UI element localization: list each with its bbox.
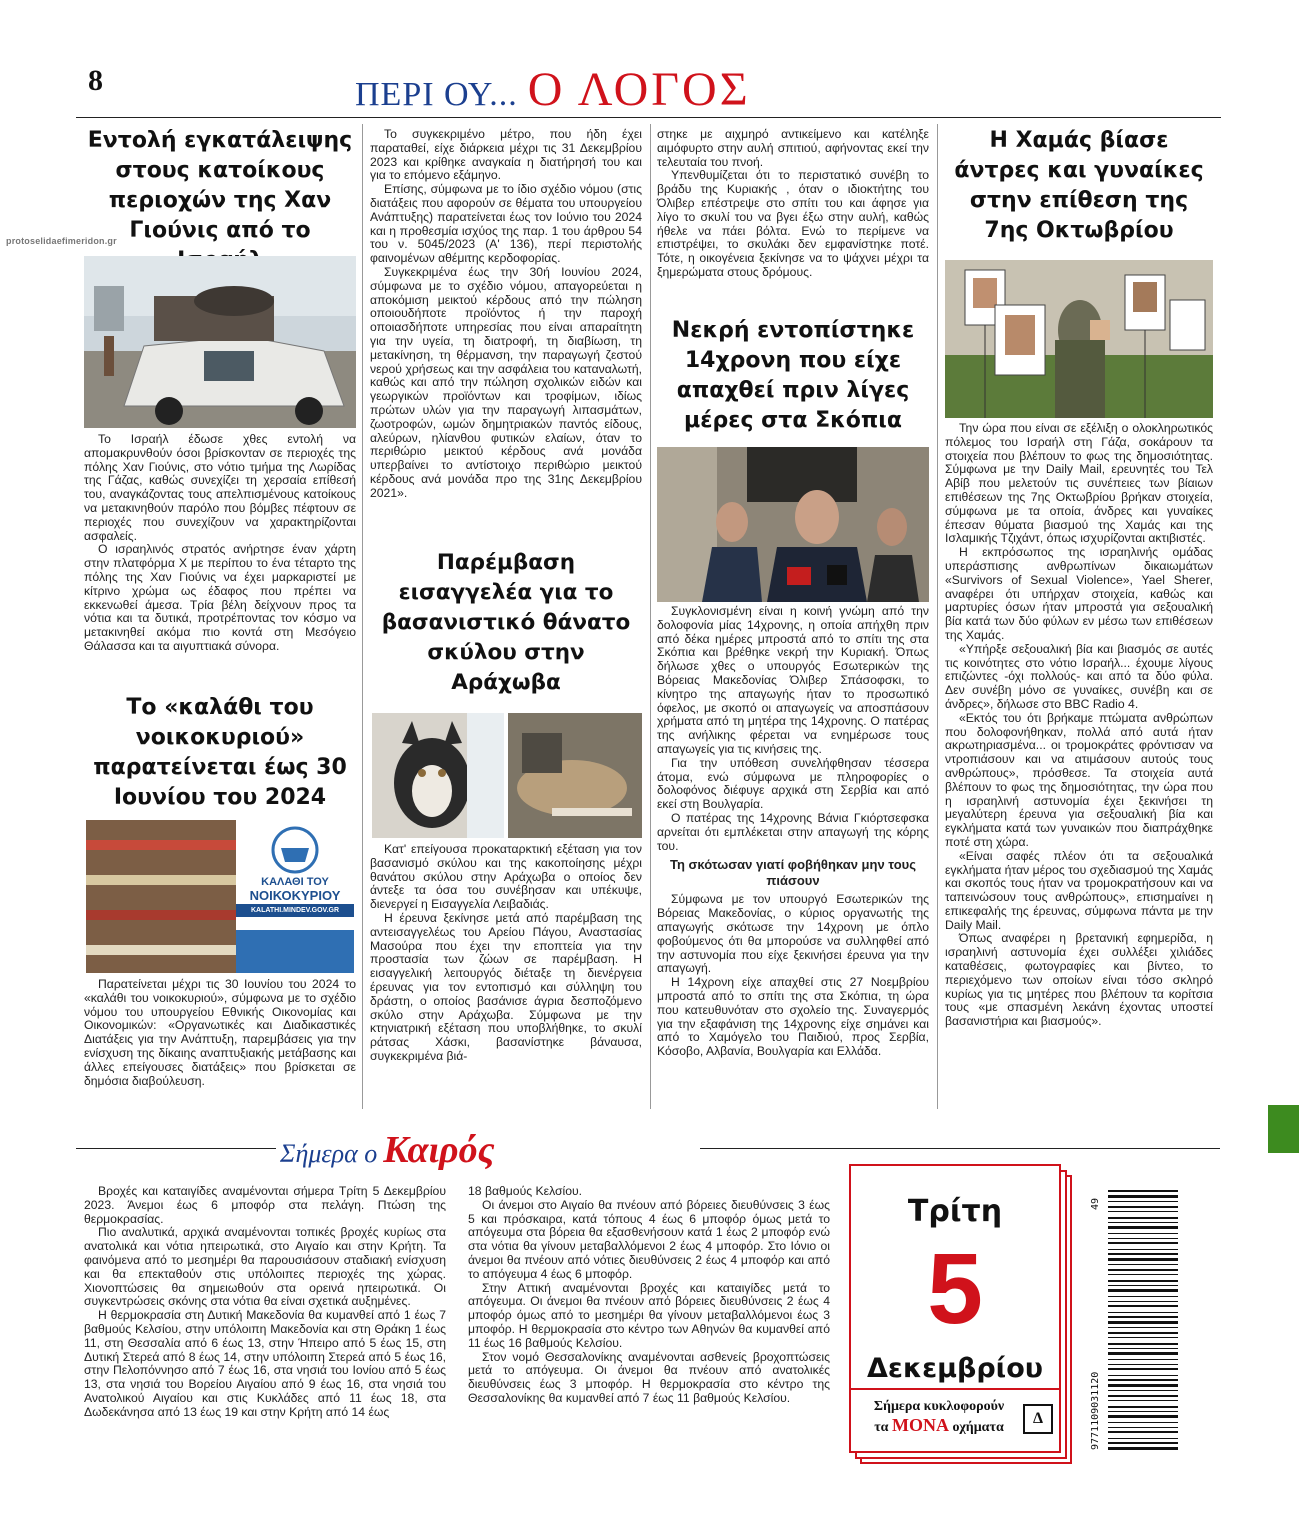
paragraph: Παρατείνεται μέχρι τις 30 Ιουνίου του 2024 το «καλάθι του νοικοκυριού», σύμφωνα με το σχέδιο νόμου του υπουργείου Εθνικής Οικονομίας και Οικονομικών: «Οργανωτικές και Διαδικαστικές Διατάξεις για την Ανάπτυξη, παρεμβάσεις για την ενίσχυση της δίκαιης αναπτυξιακής μετάβασης και άλλες επείγουσες διατάξεις» που βρίσκεται σε δημόσια διαβούλευση. — [84, 977, 356, 1088]
paragraph: Πιο αναλυτικά, αρχικά αναμένονται τοπικές βροχές κυρίως στα ανατολικά και νότια ηπειρωτικά, στο Αιγαίο και στην Κρήτη. Τα φαινόμενα από το μεσημέρι θα παρουσιάσουν σταδιακή ενίσχυση και θα επεκταθούν στις υπόλοιπες περιοχές της χώρας. Χιονοπτώσεις θα σημειωθούν στα ορεινά ηπειρωτικά. Οι συγκεντρώσεις σκόνης στα νότια θα είναι σχετικά αυξημένες. — [84, 1225, 446, 1309]
article-headline: Η Χαμάς βίασε άντρες και γυναίκες στην επίθεση της 7ης Οκτωβρίου — [954, 128, 1204, 243]
basket-body — [84, 978, 356, 1088]
paragraph: Κατ' επείγουσα προκαταρκτική εξέταση για τον βασανισμό σκύλου και της κακοποίησης μέχρι θανάτου σκύλου στην Αράχωβα ο οποίος δεν άντεξε τα όσα του συνέβησαν και υπέκυψε, διενεργεί η Εισαγγελία Λειβαδιάς. — [370, 842, 642, 912]
weather-body-col1 — [84, 1185, 446, 1420]
article-basket — [84, 693, 356, 813]
paragraph: Για την υπόθεση συνελήφθησαν τέσσερα άτομα, ενώ σύμφωνα με πληροφορίες ο δολοφόνος διέφυγε αρχικά στη Σερβία και από εκεί στη Βουλγαρία. — [657, 755, 929, 812]
barcode-bar — [1108, 1296, 1178, 1297]
article-hamas — [948, 126, 1210, 246]
barcode-bar — [1108, 1384, 1178, 1387]
paragraph: Οι άνεμοι στο Αιγαίο θα πνέουν από βόρειες διευθύνσεις 3 έως 5 και πρόσκαιρα, κατά τόπους 4 έως 6 μποφόρ όμως μετά το απόγευμα στα βόρεια θα εξασθενήσουν κατά 1 έως 2 μποφόρ ενώ στα νότια θα γίνουν μεταβαλλόμενοι 2 έως 4 μποφόρ. Στο Ιόνιο οι άνεμοι θα πνέουν από νότιες διευθύνσεις 2 έως 4 μποφόρ και από το απόγευμα 4 έως 6 μποφόρ. — [468, 1197, 830, 1281]
paragraph: «Είναι σαφές πλέον ότι τα σεξουαλικά εγκλήματα ήταν μέρος του σχεδιασμού της Χαμάς και σκοπός τους ήταν να τρομοκρατήσουν και να ταπεινώσουν τους ανθρώπους», επισημαίνει η επικεφαλής της έρευνας, σύμφωνα πάντα με την Daily Mail. — [945, 848, 1213, 932]
barcode-bar — [1108, 1379, 1178, 1381]
weather-heading-part2: Καιρός — [383, 1129, 495, 1171]
barcode-bar — [1108, 1332, 1178, 1334]
barcode-bar — [1108, 1280, 1178, 1282]
basket-sign-line2: ΝΟΙΚΟΚΥΡΙΟΥ — [249, 888, 341, 903]
basket-sign — [236, 876, 354, 917]
calendar-promo — [855, 1398, 1023, 1437]
barcode — [1090, 1190, 1180, 1450]
barcode-bar — [1108, 1406, 1178, 1408]
promo-post: οχήματα — [952, 1420, 1004, 1435]
dog-body-continued — [657, 128, 929, 280]
promo-line1: Σήμερα κυκλοφορούν — [873, 1399, 1005, 1414]
article-skopje — [657, 316, 929, 436]
barcode-bar — [1108, 1217, 1178, 1219]
paragraph: Ο ισραηλινός στρατός ανήρτησε έναν χάρτη στην πλατφόρμα Χ με περίπου το ένα τέταρτο της πόλης της Χαν Γιούνις να έχει μαρκαριστεί με κίτρινο χρώμα ως έδαφος που πρέπει να εκκενωθεί άμεσα. Τρία βέλη δείχνουν προς τα νότια και τα δυτικά, προτρέποντας τον κόσμο να μετακινηθεί ακόμα πιο κοντά στη Μεσόγειο Θάλασσα και τα αιγυπτιακά σύνορα. — [84, 542, 356, 653]
promo-red: ΜΟΝΑ — [892, 1415, 949, 1435]
column-divider — [937, 124, 938, 1109]
barcode-bar — [1108, 1190, 1178, 1192]
paragraph: Το Ισραήλ έδωσε χθες εντολή να απομακρυνθούν όσοι βρίσκονταν σε περιοχές της πόλης Χαν Γιούνις, στο νότιο τμήμα της Λωρίδας της Γάζας, καθώς συνεχίζει τη χερσαία επίθεσή του, αναγκάζοντας τους απελπισμένους κατοίκους να μετακινηθούν παρόλο που βόμβες πέφτουν σε περιοχές που συνεχίζουν να χαρακτηρίζονται ασφαλείς. — [84, 432, 356, 543]
paragraph: Σύμφωνα με τον υπουργό Εσωτερικών της Βόρειας Μακεδονίας, ο κύριος οργανωτής της απαγωγής σκότωσε την 14χρονη με όπλο φοβούμενος ότι θα μπορούσε να συλληφθεί από την αστυνομία που είχε ξεκινήσει έρευνα για την απαγωγή. — [657, 892, 929, 976]
calendar — [849, 1164, 1061, 1453]
calendar-date: 5 — [927, 1233, 983, 1345]
paragraph: στηκε με αιχμηρό αντικείμενο και κατέληξε αιμόφυρτο στην αυλή σπιτιού, αφήνοντας εκεί την τελευταία του πνοή. — [657, 127, 929, 169]
article-gaza-evacuation — [84, 126, 356, 276]
dog-body — [370, 843, 642, 1064]
barcode-bar — [1108, 1238, 1178, 1239]
article-headline: Νεκρή εντοπίστηκε 14χρονη που είχε απαχθεί πριν λίγες μέρες στα Σκόπια — [671, 318, 915, 433]
paragraph: Ο πατέρας της 14χρονης Βάνια Γκιόρτσεφσκα αρνείται ότι εμπλέκεται στην απαγωγή της κόρης του. — [657, 810, 929, 853]
promo-pre: τα — [874, 1420, 889, 1435]
barcode-bar — [1108, 1289, 1178, 1292]
masthead — [355, 62, 955, 116]
dog-photos — [372, 713, 642, 838]
barcode-bar — [1108, 1242, 1178, 1244]
basket-sign-line1: ΚΑΛΑΘΙ ΤΟΥ — [261, 876, 329, 888]
barcode-bar — [1108, 1368, 1178, 1370]
barcode-bars — [1090, 1190, 1180, 1450]
weather-rule-right — [700, 1148, 1220, 1149]
basket-sign-url: KALATHI.MINDEV.GOV.GR — [236, 904, 354, 917]
barcode-bar — [1108, 1274, 1178, 1275]
barcode-bar — [1108, 1343, 1178, 1345]
barcode-digits: 9771109031120 — [1090, 1371, 1101, 1450]
barcode-bar — [1108, 1316, 1178, 1318]
barcode-bar — [1108, 1348, 1178, 1349]
paragraph: Στην Αττική αναμένονται βροχές και καταιγίδες μετά το απόγευμα. Οι άνεμοι θα πνέουν από βόρειες διευθύνσεις 2 έως 4 μποφόρ όμως από το μεσημέρι θα γίνουν μεταβαλλόμενοι έως 3 μποφόρ. Η θερμοκρασία στο κέντρο των Αθηνών θα κυμανθεί από 11 έως 16 βαθμούς Κελσίου. — [468, 1280, 830, 1350]
barcode-bar — [1108, 1226, 1178, 1229]
paragraph: Το συγκεκριμένο μέτρο, που ήδη έχει παραταθεί, είχε διάρκεια μέχρι τις 31 Δεκεμβρίου 2023 και κρίθηκε αναγκαία η διατήρησή του και για το επόμενο εξάμηνο. — [370, 127, 642, 183]
paragraph: Η 14χρονη είχε απαχθεί στις 27 Νοεμβρίου μπροστά από το σπίτι της στα Σκόπια, τη ώρα που κατευθυνόταν στο σχολείο της. Συναγερμός για την εξαφάνιση της 14χρονης είχε σημάνει και από το Χαμόγελο του Παιδιού, προς Σερβία, Κόσοβο, Αλβανία, Βουλγαρία και Ελλάδα. — [657, 975, 929, 1059]
paragraph: Υπενθυμίζεται ότι το περιστατικό συνέβη το βράδυ της Κυριακής , όταν ο ιδιοκτήτης του Όλιβερ επέστρεψε στο σπίτι του και άφησε για λίγο το σκυλί του να βγει έξω στην αυλή, καθώς ήθελε να πάει βόλτα. Ενώ το περίμενε να επιστρέψει, το σκυλάκι δεν εμφανίστηκε ποτέ. Τότε, η οικογένεια ξεκίνησε να το ψάχνει μέχρι τα ξημερώματα στους δρόμους. — [657, 168, 929, 279]
barcode-bar — [1108, 1301, 1178, 1302]
barcode-bar — [1108, 1305, 1178, 1307]
masthead-part2: Ο ΛΟΓΟΣ — [527, 63, 751, 116]
basket-body-continued — [370, 128, 642, 501]
barcode-bar — [1108, 1447, 1178, 1450]
barcode-bar — [1108, 1258, 1178, 1261]
paragraph: Όπως αναφέρει η βρετανική εφημερίδα, η ισραηλινή αστυνομία έχει συλλέξει χιλιάδες καταθέσεις, φωτογραφίες και βίντεο, το περιεχόμενο των οποίων είναι τόσο σκληρό κυρίως για τις μητέρες που βλέπουν τα κορίτσια τους «με σπασμένη λεκάνη έχοντας υποστεί βασανιστήρια και βιασμούς». — [945, 931, 1213, 1029]
barcode-bar — [1108, 1411, 1178, 1412]
paragraph: Η θερμοκρασία στη Δυτική Μακεδονία θα κυμανθεί από 1 έως 7 βαθμούς Κελσίου, στην υπόλοιπη Μακεδονία και στη Θράκη 1 έως 11, στη Θεσσαλία από 6 έως 13, στην Ήπειρο από 5 έως 15, στη Δυτική Στερεά από 8 έως 14, στην υπόλοιπη Στερεά από 5 έως 16, στην Πελοπόννησο από 7 έως 16, στα νησιά του Ιονίου από 5 έως 13, στα νησιά του Βορείου Αιγαίου από 9 έως 16, στα νησιά του Ανατολικού Αιγαίου και στις Κυκλάδες από 11 έως 18, στα Δωδεκάνησα από 13 έως 19 και στην Κρήτη από 14 έως — [84, 1308, 446, 1419]
paragraph: Την ώρα που είναι σε εξέλιξη ο ολοκληρωτικός πόλεμος του Ισραήλ στη Γάζα, σοκάρουν τα στοιχεία που βλέπουν το φως της δημοσιότητας. Σύμφωνα με την Daily Mail, ερευνητές του Τελ Αβίβ που μελετούν τις συνέπειες των βίαιων επιθέσεων της 7ης Οκτωβρίου βρήκαν στοιχεία, σύμφωνα με τα οποία, άνδρες και γυναίκες έπεσαν θύματα βιασμού της Χαμάς και της Ισλαμικής Τζιχάντ, όπως ισχυρίζονται ακτιβιστές. — [945, 421, 1213, 546]
paragraph: Συγκεκριμένα έως την 30ή Ιουνίου 2024, σύμφωνα με το σχέδιο νόμου, απαγορεύεται η αποκόμιση μεικτού κέρδους από την πώληση οποιουδήποτε προϊόντος ή την παροχή οποιασδήποτε υπηρεσίας που είναι απαραίτητη για την υγεία, τη διατροφή, τη διαβίωση, τη μετακίνηση, τη θέρμανση, την παραγωγή ζεστού νερού χρήσεως και την ασφάλεια του καταναλωτή, καθώς και από την πώληση σχολικών ειδών και γεωργικών προϊόντων και τροφίμων, ιδίως πρώτων υλών για την παραγωγή λιπασμάτων, ζωοτροφών, ωμών δημητριακών παντός είδους, αλεύρων, ηλίανθου φυτικών ελαίων, όταν το περιθώριο μεικτού κέρδους ανά μονάδα υπερβαίνει το αντίστοιχο περιθώριο μεικτού κέρδους ανά μονάδα προ της 31ης Δεκεμβρίου 2021». — [370, 264, 642, 500]
barcode-bar — [1108, 1195, 1178, 1198]
barcode-bar — [1108, 1233, 1178, 1234]
barcode-bar — [1108, 1206, 1178, 1208]
header-rule — [76, 117, 1221, 118]
barcode-bar — [1108, 1222, 1178, 1223]
supermarket-basket-photo — [86, 820, 354, 973]
hamas-body — [945, 422, 1213, 1029]
barcode-bar — [1108, 1390, 1178, 1391]
column-divider — [362, 124, 363, 1109]
barcode-bar — [1108, 1285, 1178, 1286]
barcode-bar — [1108, 1431, 1178, 1433]
article-headline: Εντολή εγκατάλειψης στους κατοίκους περιοχών της Χαν Γιούνις από το — [87, 128, 353, 243]
barcode-bar — [1108, 1400, 1178, 1401]
paragraph: «Υπήρξε σεξουαλική βία και βιασμός σε αυτές τις κοινότητες στο νότιο Ισραήλ... έχουμε λίγους επιζώντες -όχι πολλούς- και από τα δύο φύλα. Δεν συνέβη μόνο σε γυναίκες, συνέβη και σε άνδρες», δήλωσε στο BBC Radio 4. — [945, 641, 1213, 711]
minister-press-photo — [657, 447, 929, 602]
barcode-bar — [1108, 1415, 1178, 1418]
barcode-bar — [1108, 1427, 1178, 1428]
barcode-bar — [1108, 1438, 1178, 1439]
paragraph: Επίσης, σύμφωνα με το ίδιο σχέδιο νόμου (στις διατάξεις που αφορούν σε θέματα του υπουργείου Ανάπτυξης) παρατείνεται έως τον Ιούνιο του 2024 και η προθεσμία ισχύος της παρ. 1 του άρθρου 54 του ν. 5045/2023 (Α' 136), περί περιστολής φαινομένων αθέμιτης κερδοφορίας. — [370, 182, 642, 266]
barcode-bar — [1108, 1321, 1178, 1324]
article-headline: Παρέμβαση εισαγγελέα για το βασανιστικό θάνατο σκύλου στην Αράχωβα — [381, 550, 631, 695]
barcode-bar — [1108, 1359, 1178, 1360]
weather-body-col2 — [468, 1185, 830, 1406]
paragraph: Η έρευνα ξεκίνησε μετά από παρέμβαση της αντεισαγγελέως του Αρείου Πάγου, Αναστασίας Μασούρα που έχει την εποπτεία για την προστασία των ζώων σε παρέμβαση. Η εισαγγελική λειτουργός διέταξε τη διενέργεια έρευνας για τον εντοπισμό και σύλληψη του δράστη, ο οποίος βασάνισε άγρια δεσποζόμενο σκύλο στην Αράχωβα. Σύμφωνα με την κτηνιατρική εξέταση που υποβλήθηκε, το σκυλί ράτσας Χάσκι, βασανίστηκε βάναυσα, συγκεκριμένα βιά- — [370, 910, 642, 1063]
barcode-bar — [1108, 1327, 1178, 1328]
newspaper-logo: Δ — [1023, 1404, 1053, 1434]
paragraph: Βροχές και καταιγίδες αναμένονται σήμερα Τρίτη 5 Δεκεμβρίου 2023. Άνεμοι έως 6 μποφόρ στα πελάγη. Πτώση της θερμοκρασίας. — [84, 1184, 446, 1226]
paragraph: Η εκπρόσωπος της ισραηλινής ομάδας υπεράσπισης ανθρωπίνων δικαιωμάτων «Survivors of Sexual Violence», Yael Sherer, αναφέρει ότι υπήρχαν στοιχεία, καθώς και μαρτυρίες όσων ήταν μπροστά για σεξουαλική βία κατά των δύο φύλων εν μέσω των επιθέσεων της Χαμάς. — [945, 545, 1213, 642]
barcode-bar — [1108, 1264, 1178, 1265]
barcode-bar — [1108, 1337, 1178, 1338]
memorial-photo — [945, 260, 1213, 418]
barcode-bar — [1108, 1442, 1178, 1444]
article-dog — [370, 548, 642, 698]
page-number: 8 — [88, 64, 103, 97]
calendar-day: Τρίτη — [907, 1194, 1003, 1229]
barcode-bar — [1108, 1253, 1178, 1255]
paragraph: Στον νομό Θεσσαλονίκης αναμένονται ασθενείς βροχοπτώσεις μετά το απόγευμα. Οι άνεμοι θα πνέουν από ανατολικές διευθύνσεις έως 3 μποφόρ. Η θερμοκρασία στο κέντρο της Θεσσαλονίκης θα κυμανθεί από 7 έως 11 βαθμούς Κελσίου. — [468, 1349, 830, 1405]
article-subheading: Τη σκότωσαν γιατί φοβήθηκαν μην τους πιάσουν — [669, 857, 916, 889]
car-with-belongings-photo — [84, 256, 356, 428]
watermark: protoselidaefimeridon.gr — [6, 236, 117, 246]
weather-heading-part1: Σήμερα ο — [280, 1139, 378, 1168]
weather-heading — [280, 1128, 700, 1171]
barcode-bar — [1108, 1395, 1178, 1397]
paragraph: «Εκτός του ότι βρήκαμε πτώματα ανθρώπων που δολοφονήθηκαν, πολλά από αυτά ήταν ακρωτηριασμένα... οι τρομοκράτες φρόντισαν να ντροπιάσουν και να ατιμάσουν αυτούς τους ανθρώπους», πρόσθεσε. Τα στοιχεία αυτά βλέπουν το φως της δημοσιότητας, την ώρα που η ισραηλινή αστυνομία έχει ξεκινήσει τη μεγαλύτερη έρευνα για σεξουαλική βία και εγκλήματα κατά των γυναικών που διαπράχθηκε ποτέ στη χώρα. — [945, 710, 1213, 849]
barcode-bar — [1108, 1352, 1178, 1355]
column-divider — [650, 124, 651, 1109]
calendar-month: Δεκεμβρίου — [867, 1353, 1043, 1384]
skopje-body — [657, 605, 929, 1059]
barcode-bar — [1108, 1422, 1178, 1423]
masthead-part1: ΠΕΡΙ ΟΥ... — [355, 76, 518, 113]
barcode-bar — [1108, 1269, 1178, 1271]
barcode-bar — [1108, 1249, 1178, 1250]
barcode-bar — [1108, 1312, 1178, 1313]
article-headline: Το «καλάθι του νοικοκυριού» παρατείνεται έως 30 Ιουνίου του 2024 — [93, 695, 347, 810]
barcode-bar — [1108, 1211, 1178, 1212]
paragraph: 18 βαθμούς Κελσίου. — [468, 1184, 583, 1198]
barcode-issue: 49 — [1090, 1198, 1101, 1211]
barcode-bar — [1108, 1201, 1178, 1202]
section-tab — [1268, 1105, 1299, 1153]
paragraph: Συγκλονισμένη είναι η κοινή γνώμη από την δολοφονία μίας 14χρονης, η οποία απήχθη πριν από δέκα ημέρες μπροστά από το σπίτι της στα Σκόπια και βρέθηκε νεκρή την Κυριακή. Όπως δήλωσε χθες ο υπουργός Εσωτερικών της Βόρειας Μακεδονίας Όλιβερ Σπάσοφσκι, το κίνητρο της απαγωγής ήταν το προσωπικό όφελος, με σκοπό οι απαγωγείς να αποσπάσουν χρήματα από τη μητέρα της 14χρονης. Ο πατέρας της ανήλικης φέρεται να ενημέρωσε τους απαγωγείς για τις κινήσεις της. — [657, 604, 929, 756]
gaza-body — [84, 433, 356, 654]
barcode-bar — [1108, 1364, 1178, 1365]
barcode-bar — [1108, 1375, 1178, 1376]
calendar-divider — [851, 1388, 1059, 1390]
weather-rule-left — [76, 1148, 276, 1149]
